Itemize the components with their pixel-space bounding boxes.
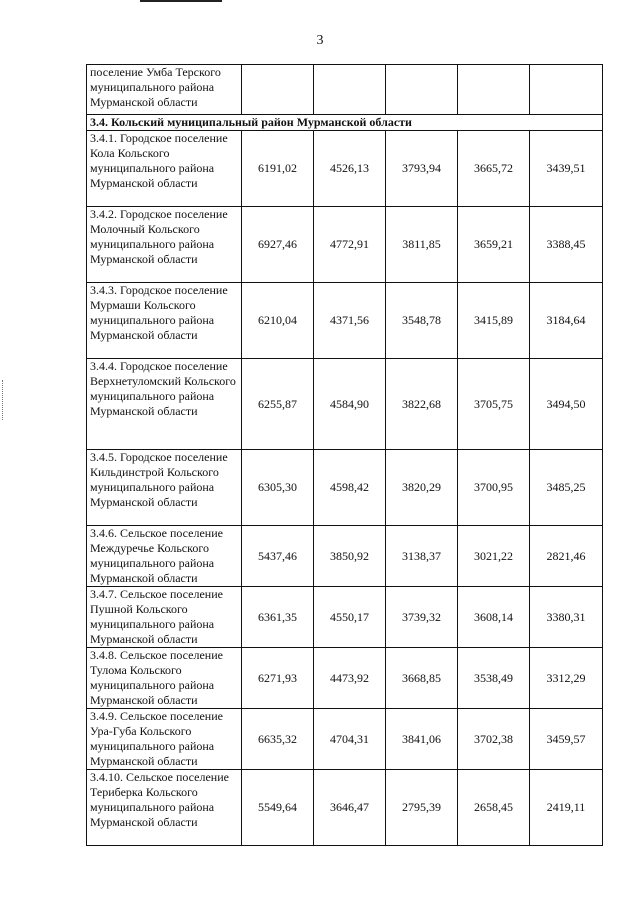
row-value: 3811,85	[386, 207, 458, 283]
row-value	[386, 65, 458, 115]
row-name: 3.4.10. Сельское поселение Териберка Кольского муниципального района Мурманской области	[87, 770, 242, 846]
row-value	[458, 65, 530, 115]
row-value	[242, 65, 314, 115]
table-row	[87, 526, 603, 587]
row-value: 3668,85	[386, 648, 458, 709]
table-row	[87, 450, 603, 526]
row-value: 4526,13	[314, 131, 386, 207]
row-value: 3548,78	[386, 283, 458, 359]
section-header-row	[87, 115, 603, 131]
row-value: 3700,95	[458, 450, 530, 526]
row-value: 4772,91	[314, 207, 386, 283]
row-value: 2821,46	[530, 526, 603, 587]
section-header: 3.4. Кольский муниципальный район Мурманской области	[87, 115, 603, 131]
row-value: 6927,46	[242, 207, 314, 283]
table-row	[87, 587, 603, 648]
row-value: 3459,57	[530, 709, 603, 770]
tariff-table	[86, 64, 603, 846]
row-value: 3494,50	[530, 359, 603, 450]
row-value	[530, 65, 603, 115]
row-name: 3.4.7. Сельское поселение Пушной Кольского муниципального района Мурманской области	[87, 587, 242, 648]
row-name: 3.4.5. Городское поселение Кильдинстрой Кольского муниципального района Мурманской области	[87, 450, 242, 526]
row-value: 6191,02	[242, 131, 314, 207]
row-value: 3665,72	[458, 131, 530, 207]
row-name: 3.4.9. Сельское поселение Ура-Губа Кольского муниципального района Мурманской области	[87, 709, 242, 770]
row-value: 6255,87	[242, 359, 314, 450]
lead-row	[87, 65, 603, 115]
page-number: 3	[316, 33, 324, 48]
row-value: 3388,45	[530, 207, 603, 283]
row-value: 3705,75	[458, 359, 530, 450]
row-value: 4473,92	[314, 648, 386, 709]
row-value: 6361,35	[242, 587, 314, 648]
row-name: поселение Умба Терского муниципального района Мурманской области	[87, 65, 242, 115]
row-name: 3.4.3. Городское поселение Мурмаши Кольского муниципального района Мурманской области	[87, 283, 242, 359]
row-value: 5437,46	[242, 526, 314, 587]
row-value: 3739,32	[386, 587, 458, 648]
table-row	[87, 131, 603, 207]
row-value: 6305,30	[242, 450, 314, 526]
row-name: 3.4.2. Городское поселение Молочный Кольского муниципального района Мурманской области	[87, 207, 242, 283]
row-name: 3.4.1. Городское поселение Кола Кольского муниципального района Мурманской области	[87, 131, 242, 207]
row-value: 3646,47	[314, 770, 386, 846]
row-value: 4584,90	[314, 359, 386, 450]
table-row	[87, 770, 603, 846]
row-value: 3841,06	[386, 709, 458, 770]
row-value: 2658,45	[458, 770, 530, 846]
row-value: 3850,92	[314, 526, 386, 587]
top-edge-line	[140, 0, 222, 2]
row-value: 3415,89	[458, 283, 530, 359]
margin-mark	[2, 380, 5, 420]
row-value: 3021,22	[458, 526, 530, 587]
row-value: 6271,93	[242, 648, 314, 709]
row-value: 3184,64	[530, 283, 603, 359]
row-value: 3380,31	[530, 587, 603, 648]
row-value: 3702,38	[458, 709, 530, 770]
table-row	[87, 709, 603, 770]
table-row	[87, 283, 603, 359]
table-row	[87, 359, 603, 450]
row-value: 3538,49	[458, 648, 530, 709]
row-name: 3.4.6. Сельское поселение Междуречье Кольского муниципального района Мурманской области	[87, 526, 242, 587]
table-row	[87, 207, 603, 283]
row-value: 3138,37	[386, 526, 458, 587]
row-value: 2419,11	[530, 770, 603, 846]
row-value: 4598,42	[314, 450, 386, 526]
row-value: 3820,29	[386, 450, 458, 526]
row-value: 3312,29	[530, 648, 603, 709]
row-value: 3659,21	[458, 207, 530, 283]
row-value: 2795,39	[386, 770, 458, 846]
row-value: 6635,32	[242, 709, 314, 770]
row-name: 3.4.8. Сельское поселение Тулома Кольского муниципального района Мурманской области	[87, 648, 242, 709]
row-value: 3793,94	[386, 131, 458, 207]
row-value: 5549,64	[242, 770, 314, 846]
row-value: 4704,31	[314, 709, 386, 770]
row-value: 3822,68	[386, 359, 458, 450]
row-value: 6210,04	[242, 283, 314, 359]
row-value: 3439,51	[530, 131, 603, 207]
row-value: 3485,25	[530, 450, 603, 526]
row-name: 3.4.4. Городское поселение Верхнетуломский Кольского муниципального района Мурманской области	[87, 359, 242, 450]
row-value	[314, 65, 386, 115]
row-value: 3608,14	[458, 587, 530, 648]
table-row	[87, 648, 603, 709]
row-value: 4371,56	[314, 283, 386, 359]
row-value: 4550,17	[314, 587, 386, 648]
